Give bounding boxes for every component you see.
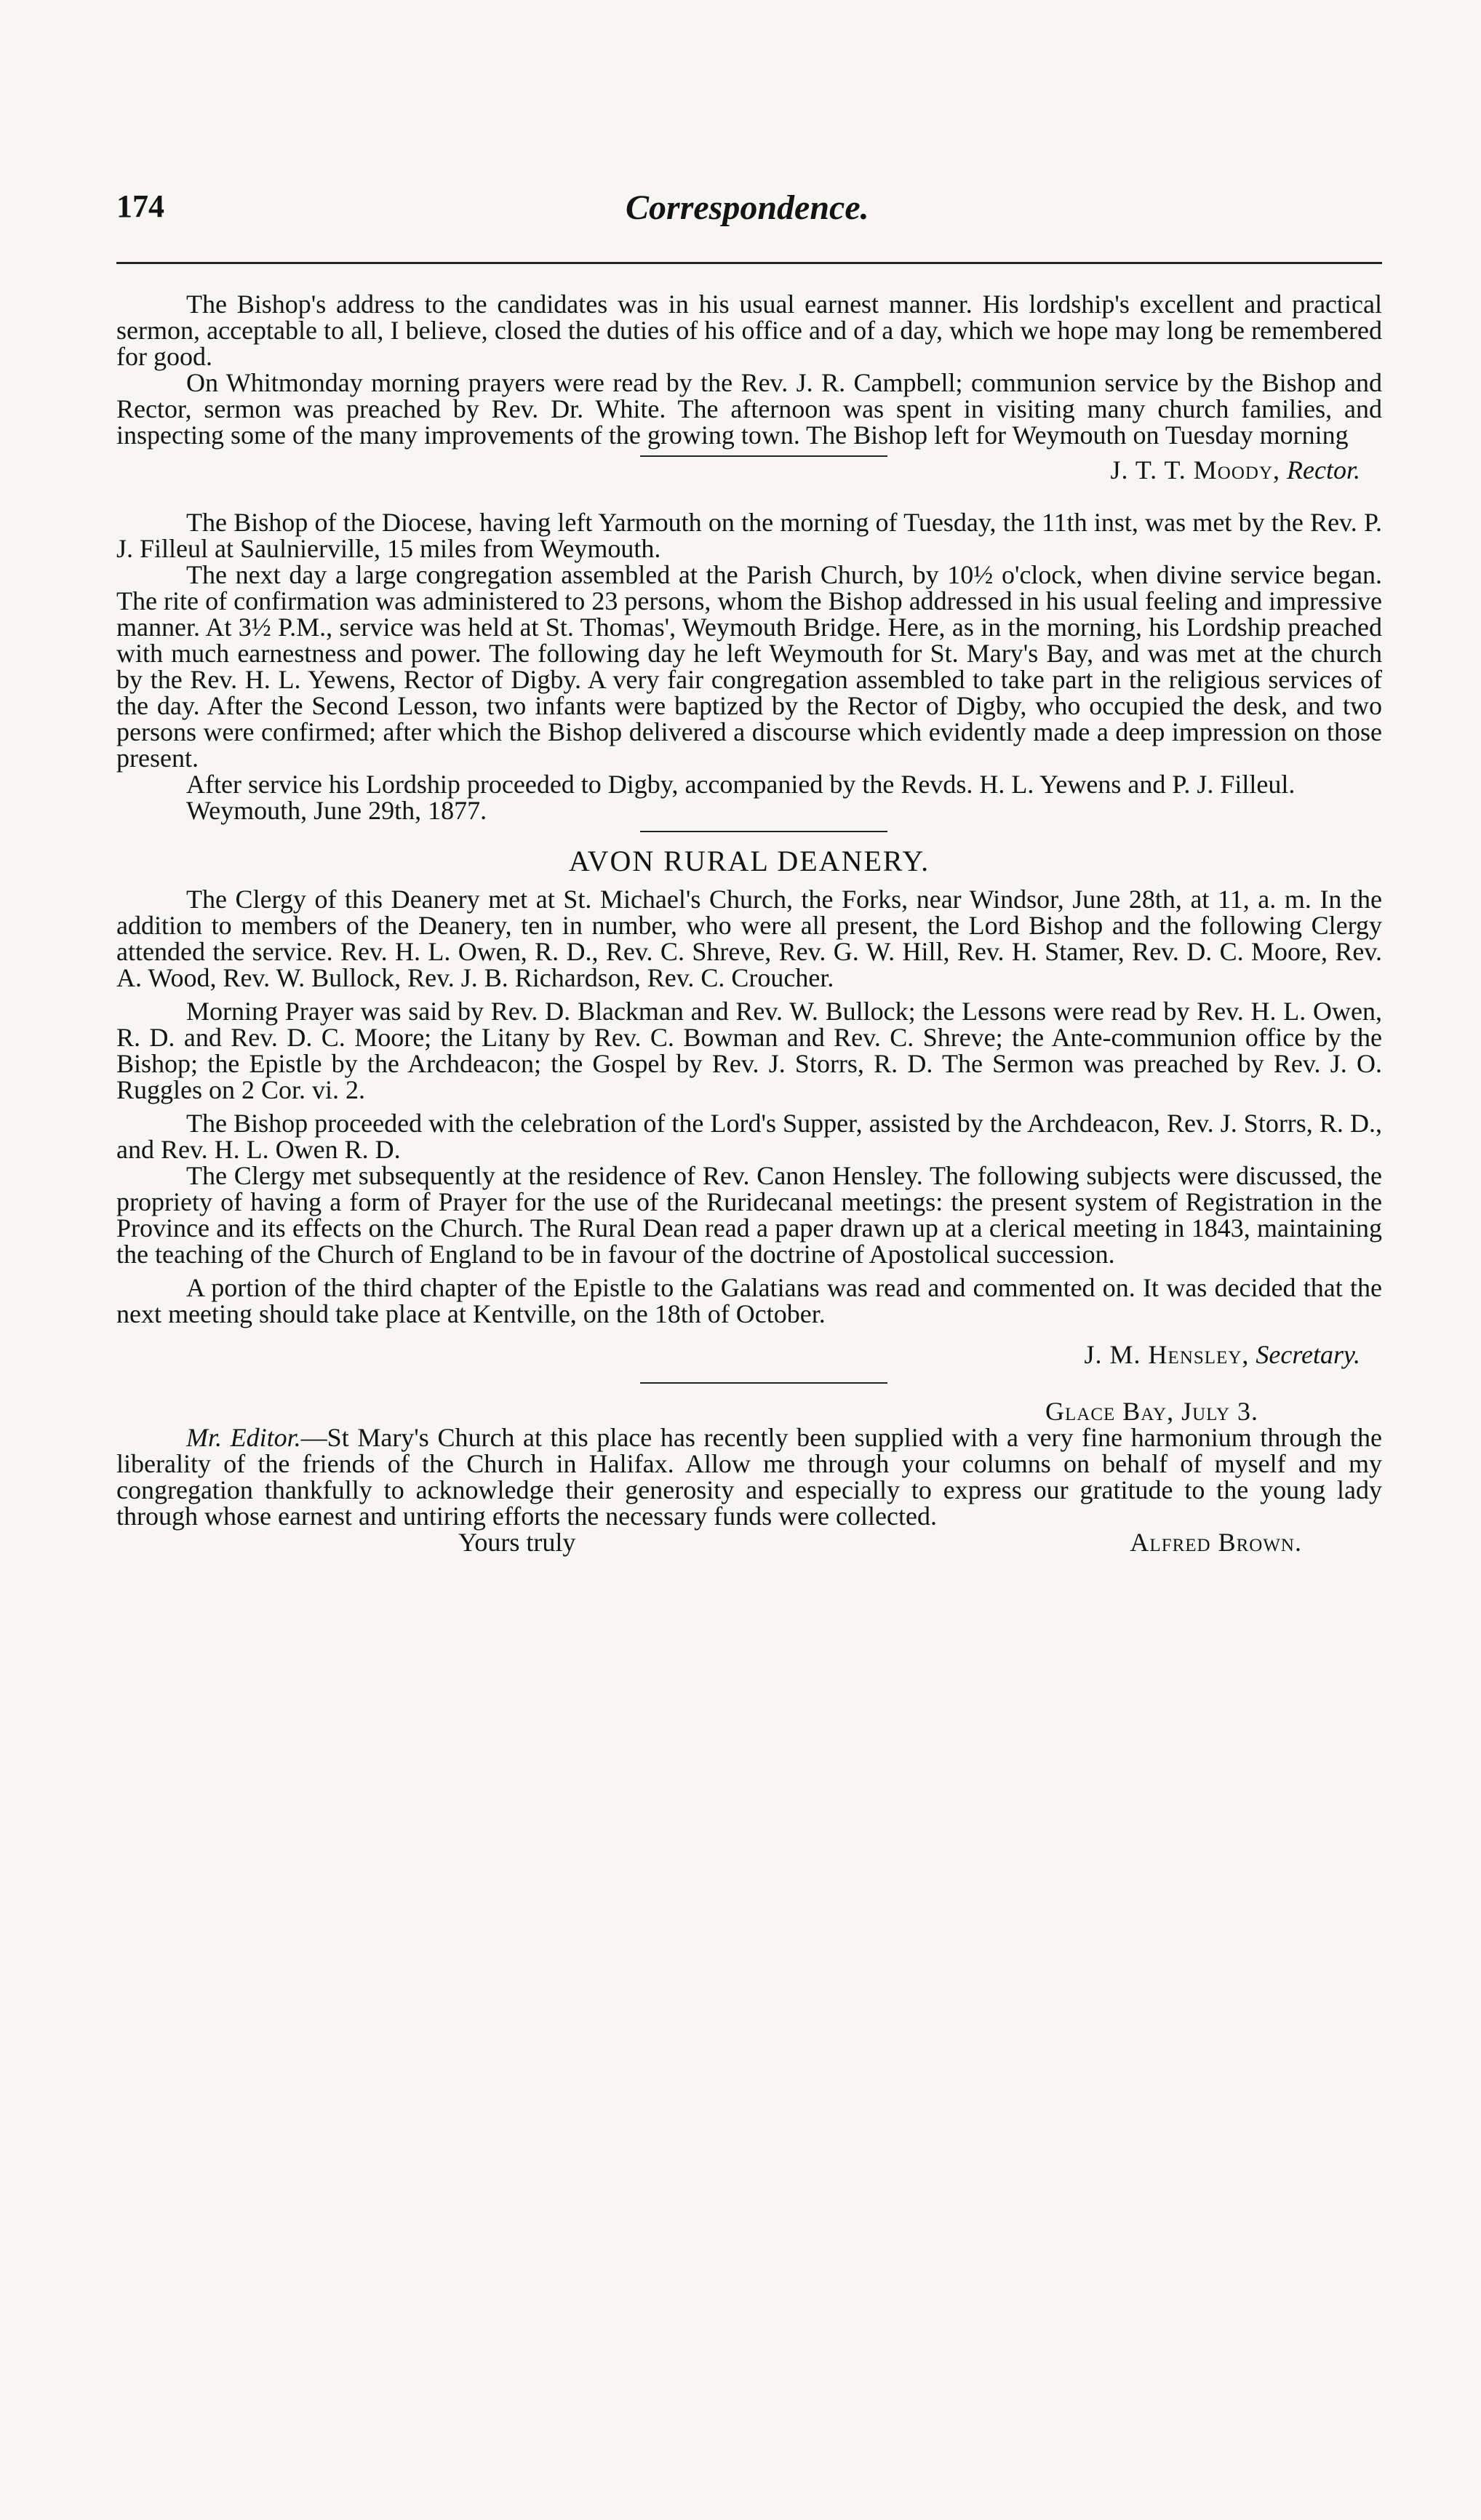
paragraph: The Clergy met subsequently at the residence of Rev. Canon Hensley. The following subjects were discussed, the propriety of having a form of Prayer for the use of the Ruridecanal meetings: the present system of Registration in the Province and its effects on the Church. The Rural Dean read a paper drawn up at a clerical meeting in 1843, maintaining the teaching of the Church of England to be in favour of the doctrine of Apostolical succession. [116, 1161, 1382, 1269]
paragraph: A portion of the third chapter of the Epistle to the Galatians was read and commented on. It was decided that the next meeting should take place at Kentville, on the 18th of October. [116, 1273, 1382, 1328]
page-header [116, 188, 1382, 246]
signature-name: Alfred Brown. [1130, 1528, 1302, 1557]
header-rule [116, 262, 1382, 264]
section-heading: AVON RURAL DEANERY. [568, 845, 930, 877]
letter-body: —St Mary's Church at this place has recently been supplied with a very fine harmonium through the liberality of the friends of the Church in Halifax. Allow me through your columns on behalf of myself and my congregation thankfully to acknowledge their generosity and especially to express our gratitude to the young lady through whose earnest and untiring efforts the necessary funds were collected. [116, 1423, 1382, 1531]
running-title: Correspondence. [626, 188, 869, 227]
paragraph [116, 1424, 1382, 1529]
page-content [116, 291, 1382, 1555]
section-rule [640, 831, 887, 832]
signature-name: J. T. T. Moody, [1110, 455, 1281, 485]
paragraph: The Bishop of the Diocese, having left Yarmouth on the morning of Tuesday, the 11th inst, was met by the Rev. P. J. Filleul at Saulnierville, 15 miles from Weymouth. [116, 508, 1382, 563]
signature [116, 457, 1382, 483]
closing-phrase: Yours truly [458, 1528, 576, 1557]
paragraph: The Bishop's address to the candidates was in his usual earnest manner. His lordship's excellent and practical sermon, acceptable to all, I believe, closed the duties of his office and of a day, which we hope may long be remembered for good. [116, 290, 1382, 371]
salutation: Mr. Editor. [186, 1423, 301, 1452]
signature-title: Secretary. [1256, 1340, 1360, 1369]
paragraph: On Whitmonday morning prayers were read by the Rev. J. R. Campbell; communion service by the Bishop and Rector, sermon was preached by Rev. Dr. White. The afternoon was spent in visiting many church families, and inspecting some of the many improvements of the growing town. The Bishop left for Weymouth on Tuesday morning [116, 368, 1382, 450]
signature-name: J. M. Hensley, [1084, 1340, 1250, 1369]
letter-closing [116, 1529, 1382, 1555]
paragraph: After service his Lordship proceeded to Digby, accompanied by the Revds. H. L. Yewens and P. J. Filleul. [186, 770, 1296, 799]
signature-title: Rector. [1287, 455, 1360, 485]
signature [116, 1341, 1382, 1368]
paragraph: The Bishop proceeded with the celebration of the Lord's Supper, assisted by the Archdeacon, Rev. J. Storrs, R. D., and Rev. H. L. Owen R. D. [116, 1109, 1382, 1164]
page-number: 174 [116, 188, 164, 224]
dateline: Glace Bay, July 3. [1045, 1397, 1258, 1426]
paragraph: The next day a large congregation assembled at the Parish Church, by 10½ o'clock, when divine service began. The rite of confirmation was administered to 23 persons, whom the Bishop addressed in his usual feeling and impressive manner. At 3½ P.M., service was held at St. Thomas', Weymouth Bridge. Here, as in the morning, his Lordship preached with much earnestness and power. The following day he left Weymouth for St. Mary's Bay, and was met at the church by the Rev. H. L. Yewens, Rector of Digby. A very fair congregation assembled to take part in the religious services of the day. After the Second Lesson, two infants were baptized by the Rector of Digby, who occupied the desk, and two persons were confirmed; after which the Bishop delivered a discourse which evidently made a deep impression on those present. [116, 560, 1382, 773]
paragraph: Morning Prayer was said by Rev. D. Blackman and Rev. W. Bullock; the Lessons were read by Rev. H. L. Owen, R. D. and Rev. D. C. Moore; the Litany by Rev. C. Bowman and Rev. C. Shreve; the Ante-communion office by the Bishop; the Epistle by the Archdeacon; the Gospel by Rev. J. Storrs, R. D. The Sermon was preached by Rev. J. O. Ruggles on 2 Cor. vi. 2. [116, 997, 1382, 1104]
dateline: Weymouth, June 29th, 1877. [186, 796, 487, 825]
paragraph: The Clergy of this Deanery met at St. Michael's Church, the Forks, near Windsor, June 28th, at 11, a. m. In the addition to members of the Deanery, ten in number, who were all present, the Lord Bishop and the following Clergy attended the service. Rev. H. L. Owen, R. D., Rev. C. Shreve, Rev. G. W. Hill, Rev. H. Stamer, Rev. D. C. Moore, Rev. A. Wood, Rev. W. Bullock, Rev. J. B. Richardson, Rev. C. Croucher. [116, 885, 1382, 992]
